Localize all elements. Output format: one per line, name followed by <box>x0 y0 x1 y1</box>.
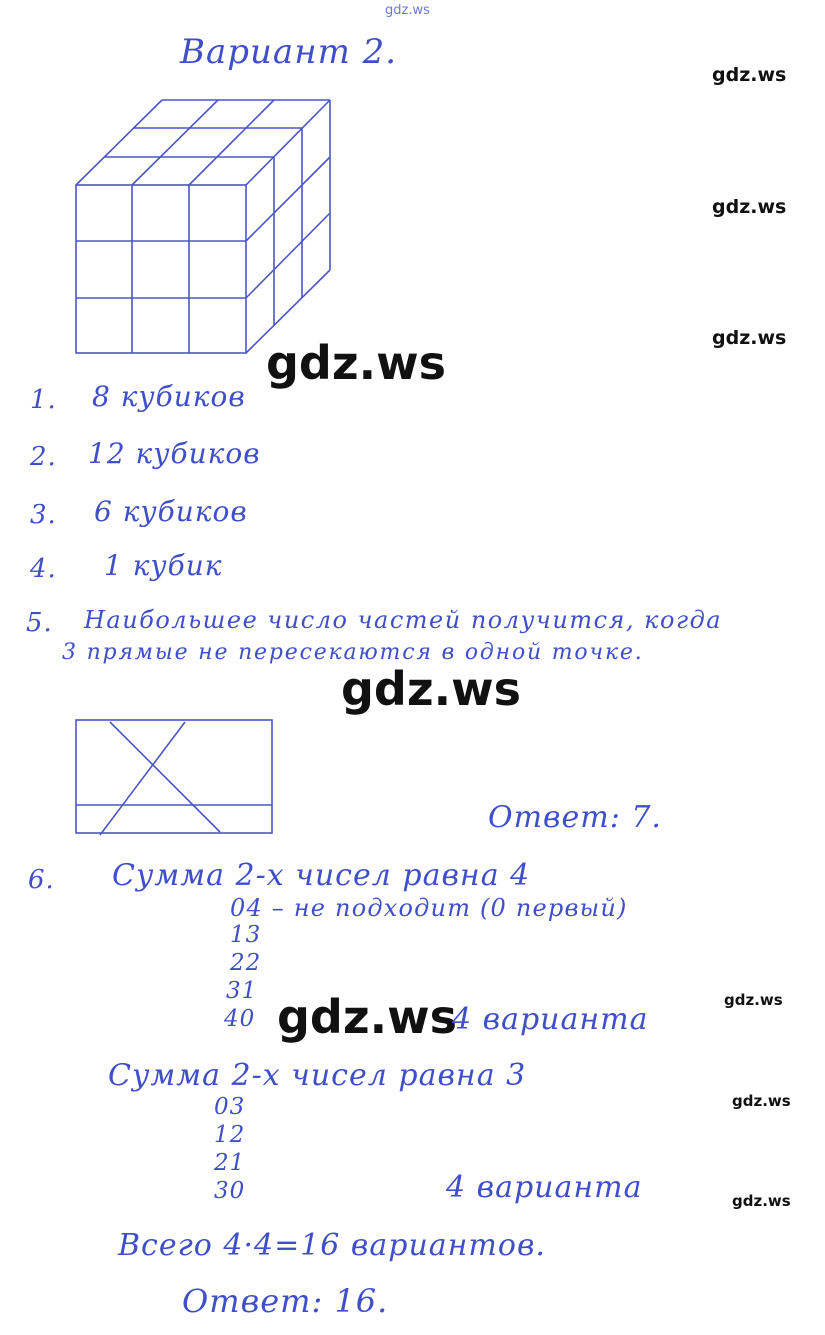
rectangle-lines-drawing <box>76 720 272 835</box>
answer-2-text: 12 кубиков <box>88 437 261 470</box>
watermark-center-3: gdz.ws <box>277 990 457 1044</box>
answer-5-line-2: 3 прямые не пересекаются в одной точке. <box>62 640 644 665</box>
answer-1-number: 1. <box>30 385 57 415</box>
watermark-right-3: gdz.ws <box>712 327 787 349</box>
answer-5-result: Ответ: 7. <box>488 800 662 835</box>
answer-3-text: 6 кубиков <box>94 495 248 528</box>
sum-3-item-1: 03 <box>214 1094 246 1120</box>
cube-drawing <box>76 100 330 353</box>
watermark-right-5: gdz.ws <box>732 1092 791 1110</box>
sum-3-item-3: 21 <box>214 1150 246 1176</box>
watermark-center-1: gdz.ws <box>266 336 446 390</box>
answer-1-text: 8 кубиков <box>92 380 246 413</box>
sum-4-item-2: 13 <box>230 922 262 948</box>
sum-4-item-5: 40 <box>224 1006 256 1032</box>
answer-6-result: Ответ: 16. <box>182 1282 389 1320</box>
answer-6-sum-4-line: Сумма 2-х чисел равна 4 <box>112 858 531 893</box>
answer-4-number: 4. <box>30 554 57 584</box>
watermark-center-2: gdz.ws <box>341 662 521 716</box>
sum-4-item-1: 04 – не подходит (0 первый) <box>230 894 628 922</box>
answer-6-total: Всего 4·4=16 вариантов. <box>118 1228 546 1263</box>
answer-2-number: 2. <box>30 442 57 472</box>
watermark-right-6: gdz.ws <box>732 1192 791 1210</box>
answer-4-text: 1 кубик <box>104 549 223 582</box>
answer-6-sum-3-line: Сумма 2-х чисел равна 3 <box>108 1058 527 1093</box>
answer-5-line-1: Наибольшее число частей получится, когда <box>84 606 723 634</box>
watermark-right-4: gdz.ws <box>724 991 783 1009</box>
page-title: Вариант 2. <box>180 32 398 72</box>
answer-5-number: 5. <box>26 608 53 638</box>
sum-4-count: 4 варианта <box>452 1002 649 1037</box>
watermark-right-1: gdz.ws <box>712 64 787 86</box>
sum-3-item-2: 12 <box>214 1122 246 1148</box>
watermark-right-2: gdz.ws <box>712 196 787 218</box>
sum-3-item-4: 30 <box>214 1178 246 1204</box>
sum-4-item-4: 31 <box>226 978 258 1004</box>
answer-6-number: 6. <box>28 865 55 895</box>
answer-3-number: 3. <box>30 500 57 530</box>
sum-4-item-3: 22 <box>230 950 262 976</box>
sum-3-count: 4 варианта <box>446 1170 643 1205</box>
watermark-top: gdz.ws <box>385 3 430 18</box>
